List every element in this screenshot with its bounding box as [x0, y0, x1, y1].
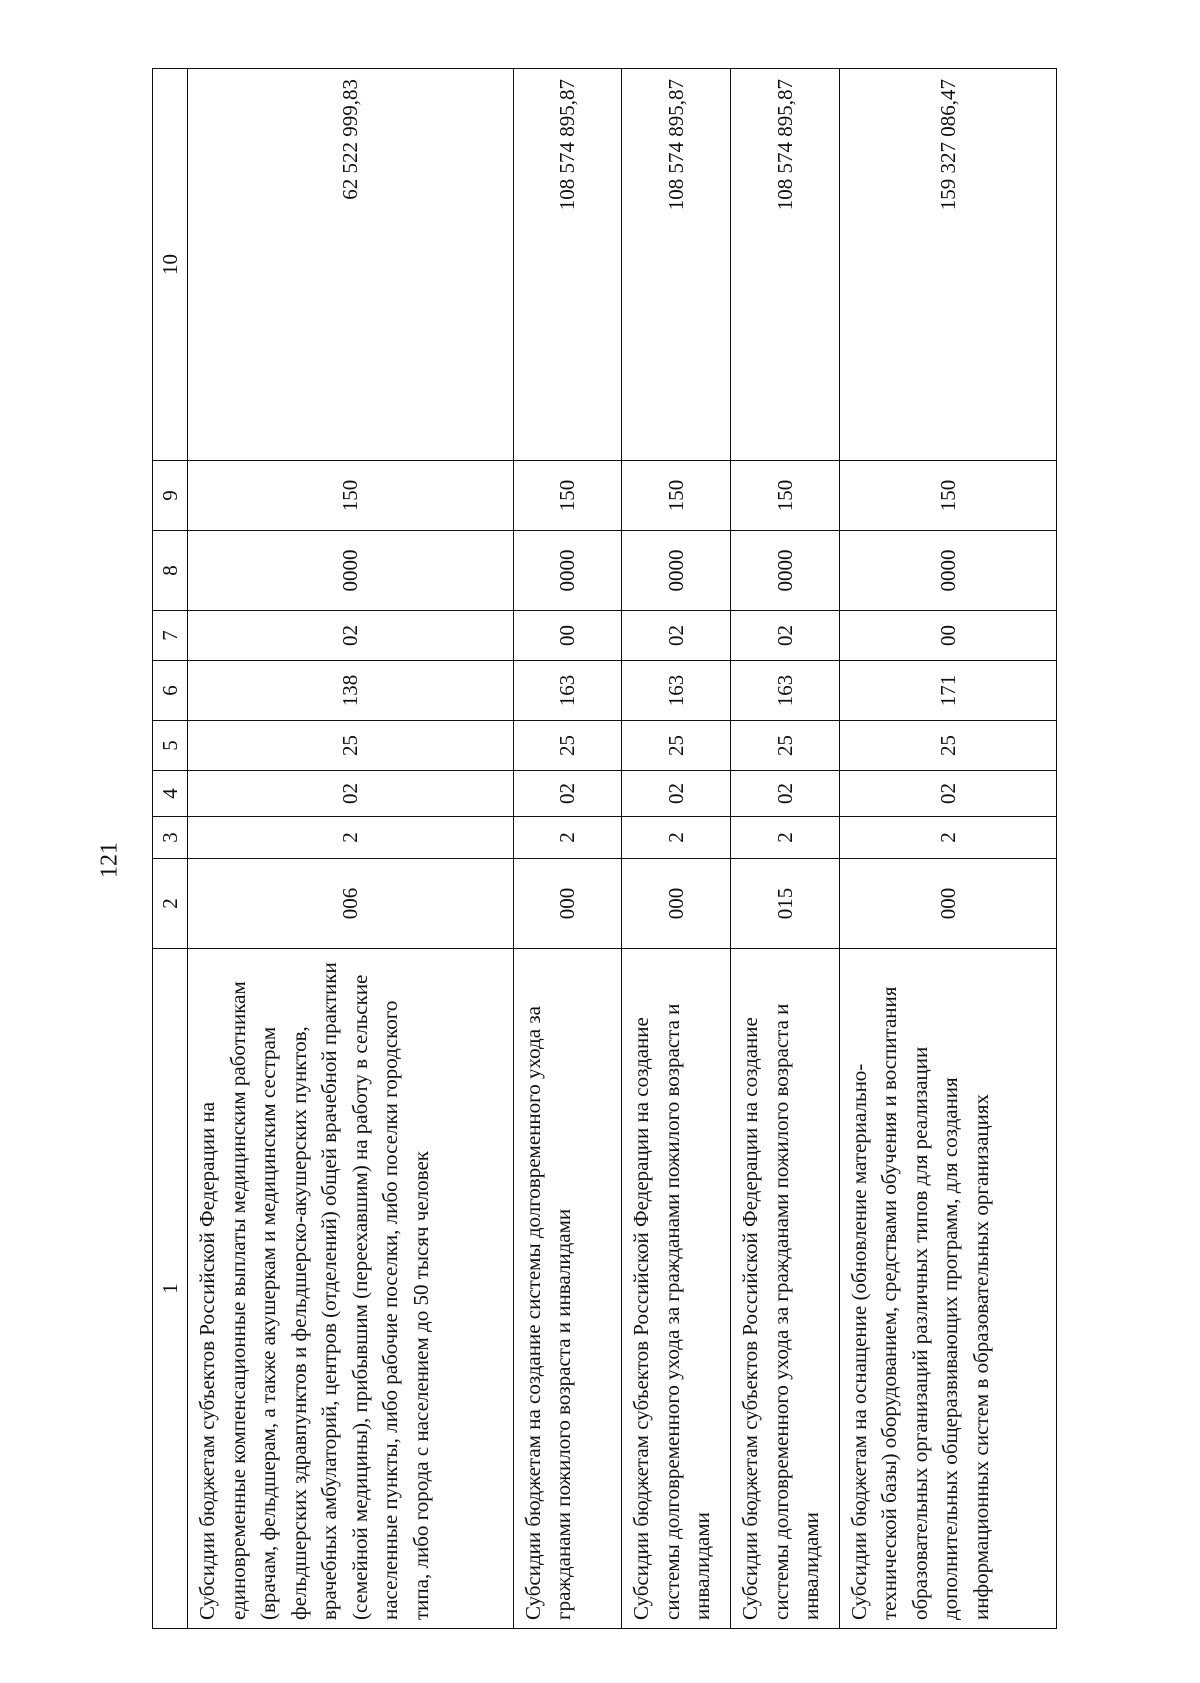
code-cell: 0000 — [622, 531, 731, 611]
code-cell: 163 — [622, 661, 731, 721]
code-cell: 163 — [731, 661, 840, 721]
code-cell: 006 — [188, 859, 513, 949]
table-row — [188, 69, 513, 1629]
code-cell: 0000 — [840, 531, 1057, 611]
header-cell: 3 — [153, 817, 188, 859]
code-cell: 02 — [188, 771, 513, 817]
code-cell: 00 — [513, 611, 621, 661]
code-cell: 138 — [188, 661, 513, 721]
header-cell: 8 — [153, 531, 188, 611]
code-cell: 150 — [731, 461, 840, 531]
amount-cell: 159 327 086,47 — [840, 69, 1057, 461]
code-cell: 02 — [513, 771, 621, 817]
code-cell: 000 — [622, 859, 731, 949]
code-cell: 0000 — [731, 531, 840, 611]
code-cell: 02 — [840, 771, 1057, 817]
code-cell: 000 — [513, 859, 621, 949]
code-cell: 2 — [840, 817, 1057, 859]
row-description: Субсидии бюджетам на создание системы долговременного ухода за гражданами пожилого возраста и инвалидами — [513, 949, 621, 1629]
header-cell: 1 — [153, 949, 188, 1629]
code-cell: 02 — [731, 771, 840, 817]
code-cell: 00 — [840, 611, 1057, 661]
amount-cell: 108 574 895,87 — [731, 69, 840, 461]
code-cell: 2 — [188, 817, 513, 859]
code-cell: 2 — [731, 817, 840, 859]
row-description: Субсидии бюджетам на оснащение (обновление материально-технической базы) оборудованием, средствами обучения и воспитания образовательных организаций различных типов для реализации дополнительных общеразвивающих программ, для создания информационных систем в образовательных организациях — [840, 949, 1057, 1629]
header-cell: 5 — [153, 721, 188, 771]
code-cell: 02 — [731, 611, 840, 661]
header-cell: 6 — [153, 661, 188, 721]
code-cell: 171 — [840, 661, 1057, 721]
code-cell: 150 — [840, 461, 1057, 531]
header-cell: 7 — [153, 611, 188, 661]
row-description: Субсидии бюджетам субъектов Российской Федерации на единовременные компенсационные выплаты медицинским работникам (врачам, фельдшерам, а также акушеркам и медицинским сестрам фельдшерских здравпунктов и фельдшерско-акушерских пунктов, врачебных амбулаторий, центров (отделений) общей врачебной практики (семейной медицины), прибывшим (переехавшим) на работу в сельские населенные пункты, либо рабочие поселки, либо поселки городского типа, либо города с населением до 50 тысяч человек — [188, 949, 513, 1629]
header-row — [153, 69, 188, 1629]
code-cell: 25 — [513, 721, 621, 771]
code-cell: 02 — [622, 611, 731, 661]
code-cell: 02 — [622, 771, 731, 817]
code-cell: 163 — [513, 661, 621, 721]
row-description: Субсидии бюджетам субъектов Российской Федерации на создание системы долговременного ухода за гражданами пожилого возраста и инвалидами — [622, 949, 731, 1629]
header-cell: 2 — [153, 859, 188, 949]
amount-cell: 62 522 999,83 — [188, 69, 513, 461]
table-row — [840, 69, 1057, 1629]
code-cell: 25 — [188, 721, 513, 771]
code-cell: 000 — [840, 859, 1057, 949]
code-cell: 02 — [188, 611, 513, 661]
header-cell: 4 — [153, 771, 188, 817]
code-cell: 25 — [731, 721, 840, 771]
code-cell: 150 — [188, 461, 513, 531]
table-row — [731, 69, 840, 1629]
budget-table — [152, 68, 1057, 1629]
table-row — [622, 69, 731, 1629]
code-cell: 25 — [622, 721, 731, 771]
budget-table-wrapper — [152, 69, 1057, 1629]
code-cell: 25 — [840, 721, 1057, 771]
code-cell: 015 — [731, 859, 840, 949]
code-cell: 2 — [513, 817, 621, 859]
code-cell: 0000 — [513, 531, 621, 611]
header-cell: 10 — [153, 69, 188, 461]
code-cell: 2 — [622, 817, 731, 859]
code-cell: 150 — [622, 461, 731, 531]
code-cell: 0000 — [188, 531, 513, 611]
amount-cell: 108 574 895,87 — [622, 69, 731, 461]
row-description: Субсидии бюджетам субъектов Российской Федерации на создание системы долговременного ухода за гражданами пожилого возраста и инвалидами — [731, 949, 840, 1629]
header-cell: 9 — [153, 461, 188, 531]
code-cell: 150 — [513, 461, 621, 531]
amount-cell: 108 574 895,87 — [513, 69, 621, 461]
table-row — [513, 69, 621, 1629]
page-number: 121 — [96, 842, 123, 878]
